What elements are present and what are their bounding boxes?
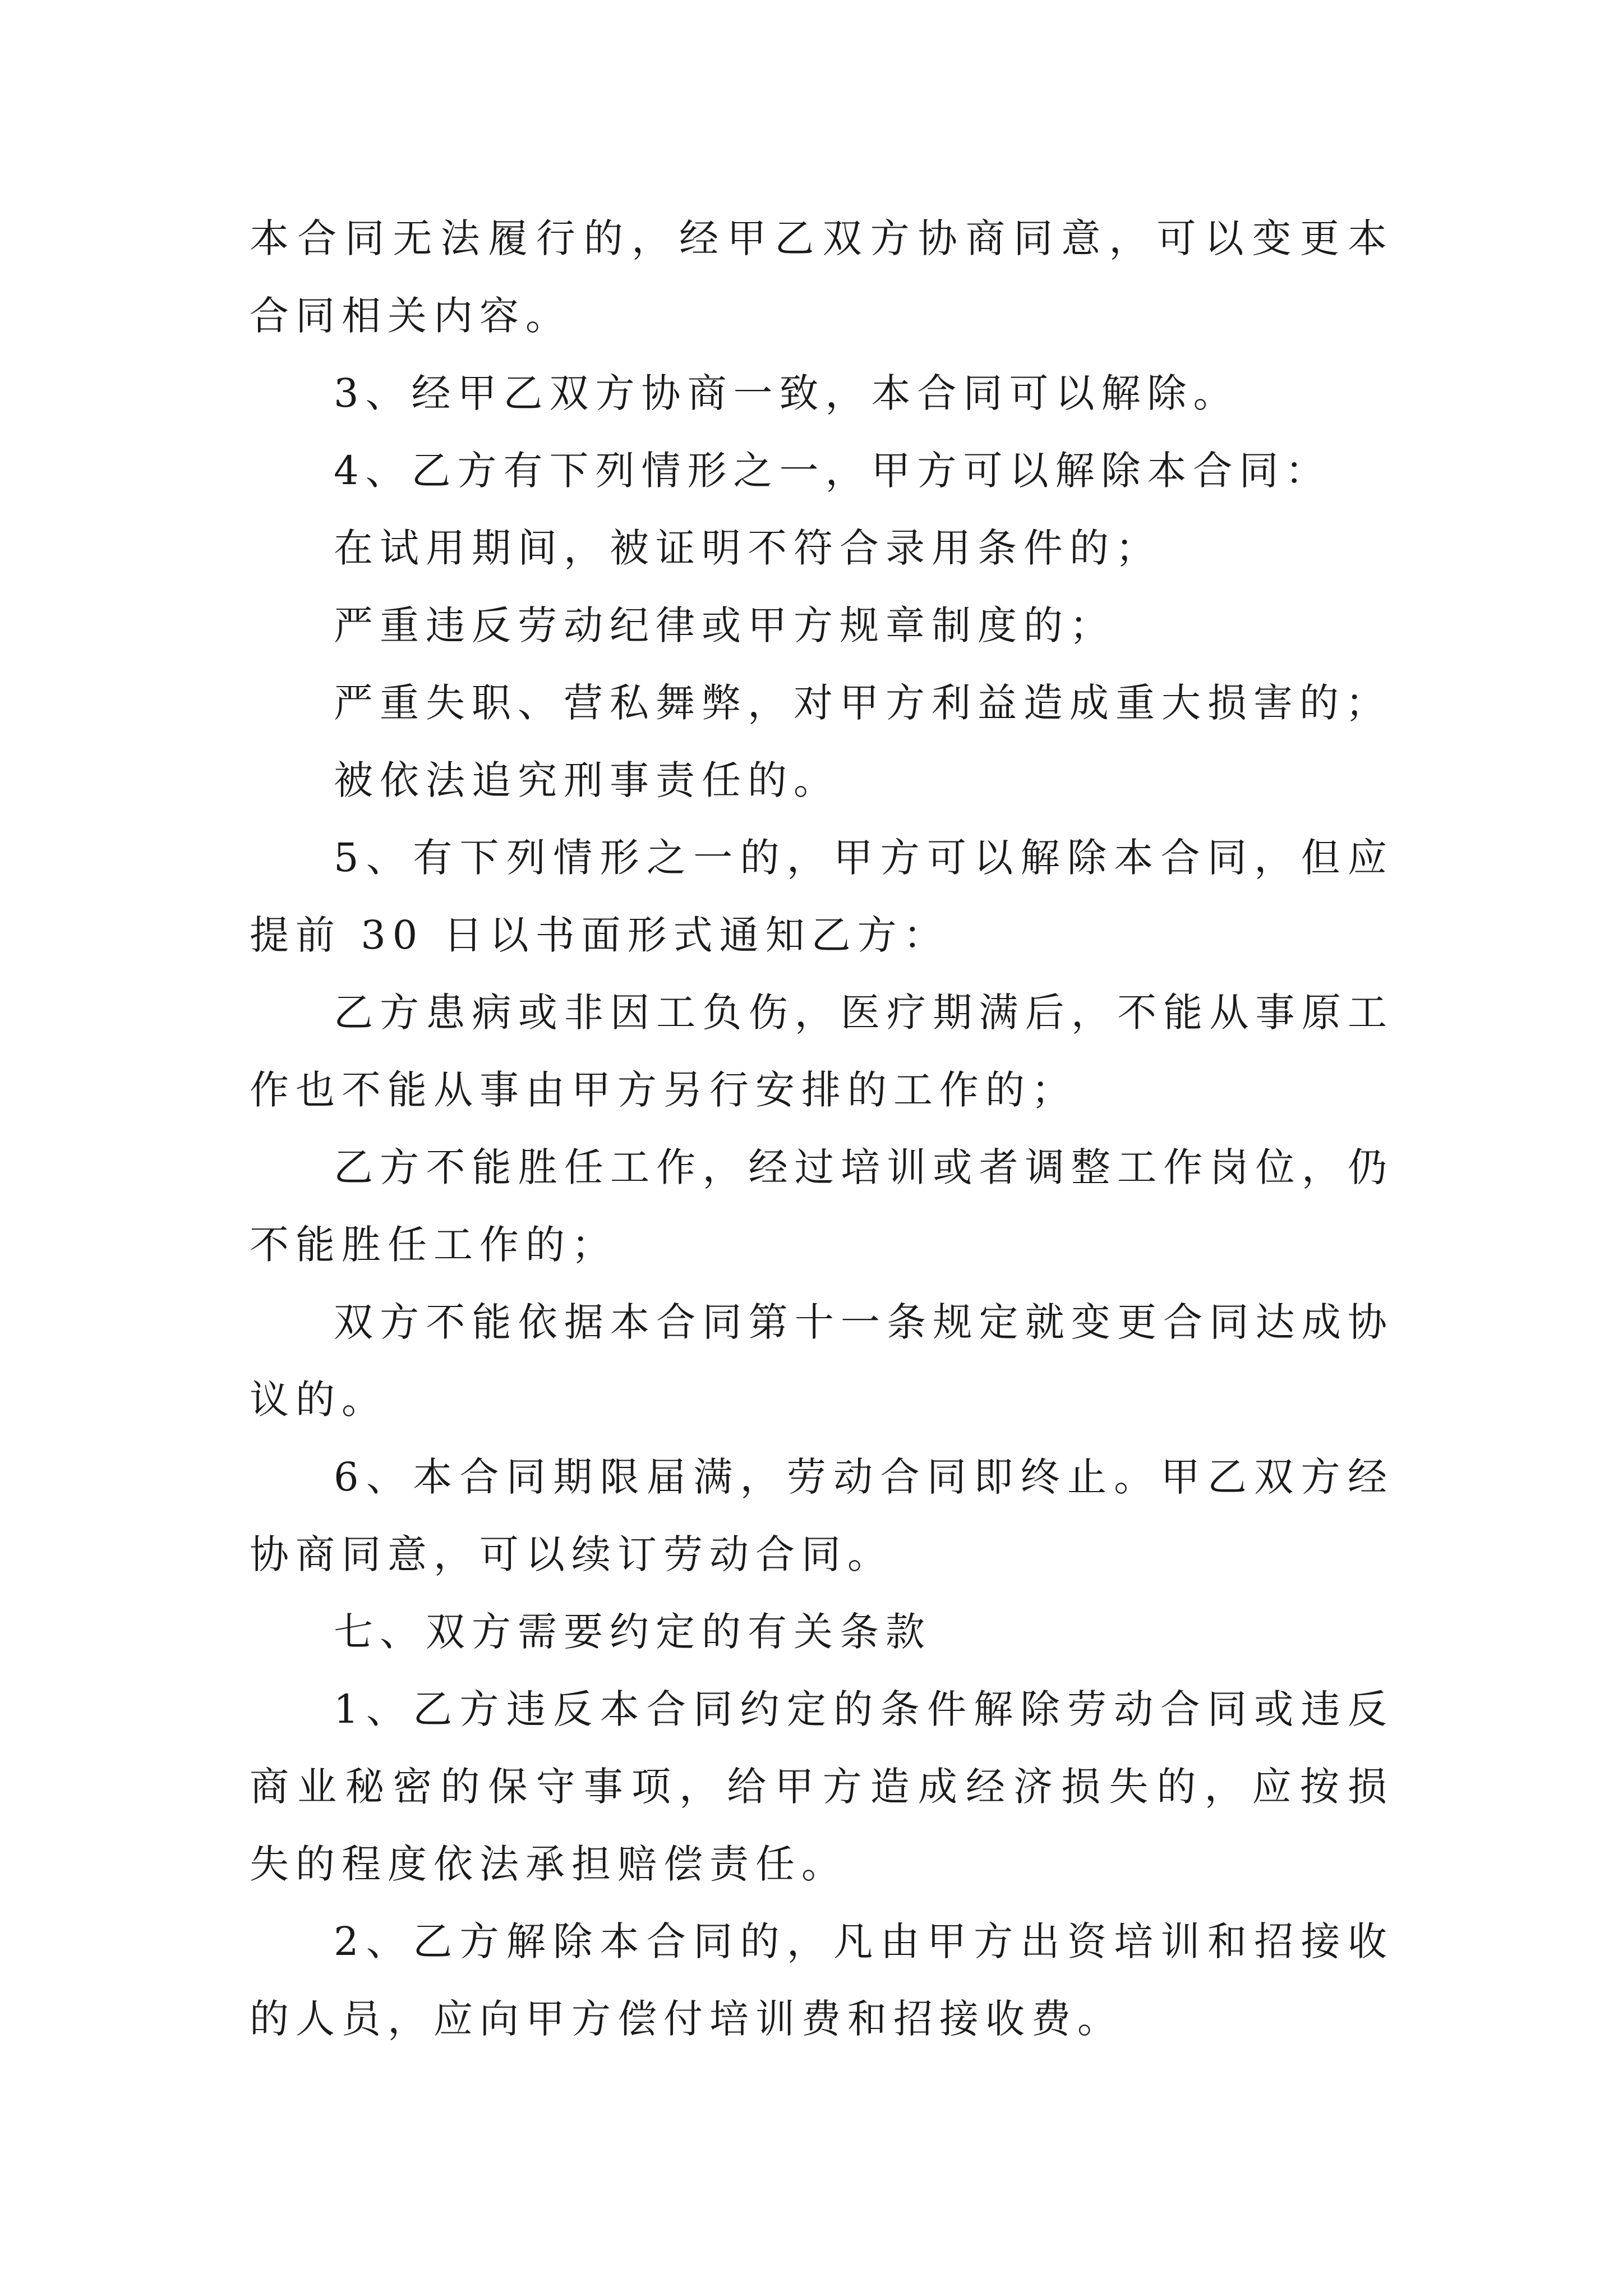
clause-4-item-1: 在试用期间，被证明不符合录用条件的；: [334, 525, 1161, 571]
section-7-clause-2: 2、乙方解除本合同的，凡由甲方出资培训和招接收的人员，应向甲方偿付培训费和招接收费。: [250, 1918, 1394, 2042]
section-7-clause-1: 1、乙方违反本合同约定的条件解除劳动合同或违反商业秘密的保守事项，给甲方造成经济损失的，应按损失的程度依法承担赔偿责任。: [250, 1686, 1394, 1887]
clause-5: 5、有下列情形之一的，甲方可以解除本合同，但应提前 30 日以书面形式通知乙方：: [250, 835, 1394, 958]
clause-4-item-4: 被依法追究刑事责任的。: [334, 757, 840, 803]
contract-body: [250, 200, 1394, 2058]
clause-4: 4、乙方有下列情形之一，甲方可以解除本合同：: [334, 448, 1331, 494]
clause-6: 6、本合同期限届满，劳动合同即终止。甲乙双方经协商同意，可以续订劳动合同。: [250, 1454, 1394, 1577]
paragraph-continuation: 本合同无法履行的，经甲乙双方协商同意，可以变更本合同相关内容。: [250, 215, 1394, 339]
clause-3: 3、经甲乙双方协商一致，本合同可以解除。: [334, 370, 1239, 416]
clause-4-item-2: 严重违反劳动纪律或甲方规章制度的；: [334, 602, 1115, 648]
clause-5-item-3: 双方不能依据本合同第十一条规定就变更合同达成协议的。: [250, 1299, 1394, 1423]
section-heading-7: 七、双方需要约定的有关条款: [334, 1609, 932, 1655]
clause-5-item-2: 乙方不能胜任工作，经过培训或者调整工作岗位，仍不能胜任工作的；: [250, 1144, 1394, 1268]
clause-4-item-3: 严重失职、营私舞弊，对甲方利益造成重大损害的；: [334, 680, 1391, 726]
clause-5-item-1: 乙方患病或非因工负伤，医疗期满后，不能从事原工作也不能从事由甲方另行安排的工作的；: [250, 990, 1394, 1113]
